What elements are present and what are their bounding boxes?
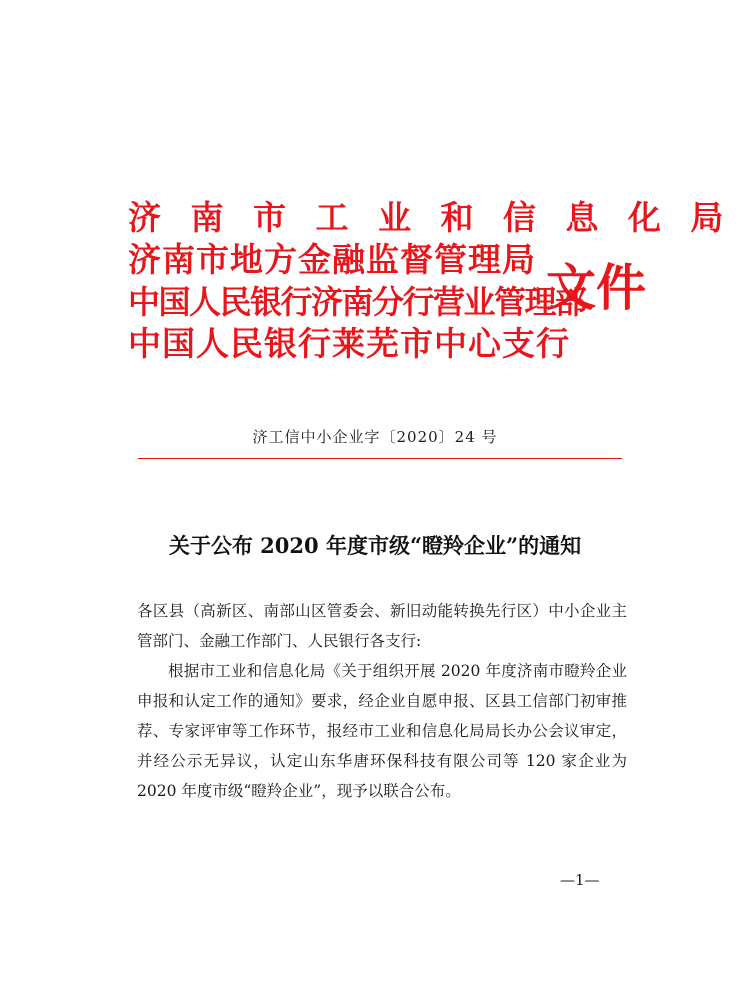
document-header: [128, 198, 733, 368]
addressee-paragraph: 各区县（高新区、南部山区管委会、新旧动能转换先行区）中小企业主管部门、金融工作部门、人民银行各支行:: [137, 602, 627, 650]
issuer-line-2: 济南市地方金融监督管理局: [128, 240, 536, 279]
document-type-label: 文件: [546, 258, 646, 317]
issuer-line-1: 济 南 市 工 业 和 信 息 化 局: [128, 198, 733, 237]
document-body: [137, 596, 627, 806]
issuer-line-3: 中国人民银行济南分行营业管理部: [128, 283, 586, 321]
document-number: 济工信中小企业字〔2020〕24 号: [252, 428, 498, 446]
document-title: 关于公布 2020 年度市级“瞪羚企业”的通知: [168, 533, 582, 558]
issuer-line-4: 中国人民银行莱芜市中心支行: [128, 324, 570, 363]
page-number: —1—: [560, 871, 600, 889]
header-divider: [138, 458, 622, 459]
body-paragraph-1: 根据市工业和信息化局《关于组织开展 2020 年度济南市瞪羚企业申报和认定工作的通知》要求，经企业自愿申报、区县工信部门初审推荐、专家评审等工作环节，报经市工业和信息化局局长办公会议审定，并经公示无异议，认定山东华唐环保科技有限公司等 120 家企业为 2020 年度市级“瞪羚企业”，现予以联合公布。: [137, 662, 627, 800]
